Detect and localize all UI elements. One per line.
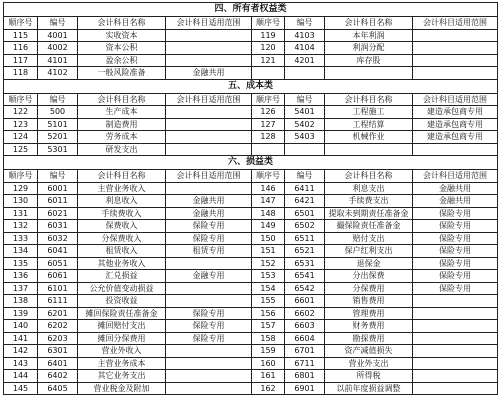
column-header: 会计科目适用范围: [166, 93, 252, 106]
table-cell: 121: [252, 54, 285, 67]
table-cell: 156: [252, 307, 285, 320]
table-cell: 122: [4, 106, 38, 119]
table-cell: 以前年度损益调整: [325, 382, 413, 395]
table-cell: [325, 143, 413, 156]
table-cell: 118: [4, 67, 38, 80]
table-cell: 撮保险责任准备金: [325, 220, 413, 233]
table-cell: 144: [4, 370, 38, 383]
table-cell: 150: [252, 232, 285, 245]
table-cell: 保险专用: [413, 207, 498, 220]
table-cell: 租赁专用: [166, 245, 252, 258]
table-cell: [285, 67, 325, 80]
table-cell: 6203: [38, 332, 78, 345]
table-row: [4, 382, 498, 395]
table-cell: 6401: [38, 357, 78, 370]
table-cell: [166, 295, 252, 308]
table-cell: 137: [4, 282, 38, 295]
table-cell: 6411: [285, 182, 325, 195]
header-row: [4, 17, 498, 30]
table-cell: 146: [252, 182, 285, 195]
table-cell: 一般风险准备: [78, 67, 166, 80]
table-cell: 保险专用: [166, 332, 252, 345]
table-cell: [413, 67, 498, 80]
table-cell: 分出保费: [325, 270, 413, 283]
table-cell: 6501: [285, 207, 325, 220]
table-cell: 6531: [285, 257, 325, 270]
table-cell: 工程结算: [325, 118, 413, 131]
account-table: [3, 2, 498, 395]
table-cell: 6202: [38, 320, 78, 333]
table-cell: [413, 295, 498, 308]
table-cell: 销售费用: [325, 295, 413, 308]
table-cell: [252, 67, 285, 80]
table-row: [4, 118, 498, 131]
table-cell: 租赁收入: [78, 245, 166, 258]
table-cell: 保户红利支出: [325, 245, 413, 258]
table-cell: 6521: [285, 245, 325, 258]
table-cell: 160: [252, 357, 285, 370]
table-cell: 机械作业: [325, 131, 413, 144]
column-header: 顺序号: [252, 170, 285, 183]
table-cell: 金融共用: [166, 207, 252, 220]
table-cell: 利润分配: [325, 42, 413, 55]
table-cell: [166, 29, 252, 42]
table-cell: 6604: [285, 332, 325, 345]
column-header: 会计科目名称: [78, 17, 166, 30]
table-cell: 115: [4, 29, 38, 42]
table-row: [4, 295, 498, 308]
table-cell: 保险专用: [413, 257, 498, 270]
table-cell: 工程施工: [325, 106, 413, 119]
table-cell: 金融共用: [413, 182, 498, 195]
table-row: [4, 67, 498, 80]
table-cell: 劳务成本: [78, 131, 166, 144]
table-cell: 生产成本: [78, 106, 166, 119]
table-cell: 6801: [285, 370, 325, 383]
table-cell: 4201: [285, 54, 325, 67]
table-cell: 138: [4, 295, 38, 308]
table-cell: 财务费用: [325, 320, 413, 333]
table-cell: 158: [252, 332, 285, 345]
table-cell: 126: [252, 106, 285, 119]
table-cell: 134: [4, 245, 38, 258]
column-header: 会计科目适用范围: [413, 93, 498, 106]
table-cell: [413, 345, 498, 358]
table-cell: [166, 345, 252, 358]
column-header: 顺序号: [4, 170, 38, 183]
table-cell: [413, 29, 498, 42]
table-cell: 151: [252, 245, 285, 258]
table-cell: 145: [4, 382, 38, 395]
table-cell: 资产减值损失: [325, 345, 413, 358]
table-cell: 建造承包商专用: [413, 131, 498, 144]
column-header: 编号: [38, 17, 78, 30]
column-header: 会计科目适用范围: [413, 170, 498, 183]
table-cell: 161: [252, 370, 285, 383]
table-row: [4, 182, 498, 195]
table-cell: 157: [252, 320, 285, 333]
section-title: 四、所有者权益类: [4, 3, 498, 17]
table-cell: [166, 131, 252, 144]
column-header: 会计科目适用范围: [166, 170, 252, 183]
table-cell: 6061: [38, 270, 78, 283]
table-cell: 6511: [285, 232, 325, 245]
table-cell: 手续费支出: [325, 195, 413, 208]
section-title: 六、损益类: [4, 156, 498, 170]
table-cell: 保险专用: [413, 232, 498, 245]
table-cell: 136: [4, 270, 38, 283]
table-cell: [325, 67, 413, 80]
table-cell: 手续费收入: [78, 207, 166, 220]
table-cell: 119: [252, 29, 285, 42]
table-row: [4, 54, 498, 67]
table-cell: 营业外收入: [78, 345, 166, 358]
table-cell: 利息收入: [78, 195, 166, 208]
table-cell: 154: [252, 282, 285, 295]
table-cell: 利息支出: [325, 182, 413, 195]
table-cell: 500: [38, 106, 78, 119]
table-cell: [166, 118, 252, 131]
table-cell: 6031: [38, 220, 78, 233]
table-cell: 142: [4, 345, 38, 358]
table-cell: 6201: [38, 307, 78, 320]
table-cell: [166, 370, 252, 383]
table-cell: 6111: [38, 295, 78, 308]
table-cell: [413, 382, 498, 395]
header-row: [4, 170, 498, 183]
table-cell: [166, 257, 252, 270]
table-cell: [413, 320, 498, 333]
table-cell: 公允价值变动损益: [78, 282, 166, 295]
table-cell: 6101: [38, 282, 78, 295]
table-cell: 退保金: [325, 257, 413, 270]
table-cell: 金融共用: [166, 195, 252, 208]
table-row: [4, 370, 498, 383]
column-header: 会计科目名称: [78, 170, 166, 183]
table-cell: 保险专用: [413, 245, 498, 258]
table-cell: 6421: [285, 195, 325, 208]
table-cell: 159: [252, 345, 285, 358]
table-row: [4, 345, 498, 358]
table-row: [4, 131, 498, 144]
table-row: [4, 332, 498, 345]
table-cell: 摊回分保费用: [78, 332, 166, 345]
column-header: 顺序号: [252, 17, 285, 30]
table-cell: 盈余公积: [78, 54, 166, 67]
table-cell: 4001: [38, 29, 78, 42]
table-cell: 6701: [285, 345, 325, 358]
table-cell: 金融专用: [166, 270, 252, 283]
table-cell: 129: [4, 182, 38, 195]
column-header: 会计科目名称: [325, 17, 413, 30]
table-cell: [166, 182, 252, 195]
table-cell: [413, 307, 498, 320]
table-cell: 153: [252, 270, 285, 283]
table-cell: 128: [252, 131, 285, 144]
table-cell: 6051: [38, 257, 78, 270]
table-cell: 建造承包商专用: [413, 118, 498, 131]
table-cell: 6041: [38, 245, 78, 258]
table-cell: 152: [252, 257, 285, 270]
table-cell: 125: [4, 143, 38, 156]
table-cell: 6502: [285, 220, 325, 233]
table-cell: 155: [252, 295, 285, 308]
table-row: [4, 257, 498, 270]
table-row: [4, 232, 498, 245]
table-cell: 4002: [38, 42, 78, 55]
table-cell: [413, 42, 498, 55]
table-cell: 保险专用: [166, 232, 252, 245]
table-cell: 保险专用: [413, 282, 498, 295]
table-cell: 金融共用: [166, 67, 252, 80]
account-table-sheet: [3, 2, 497, 395]
table-cell: 分保费收入: [78, 232, 166, 245]
table-cell: 5101: [38, 118, 78, 131]
table-row: [4, 195, 498, 208]
table-cell: 6032: [38, 232, 78, 245]
table-cell: 6542: [285, 282, 325, 295]
table-cell: 金融共用: [413, 195, 498, 208]
table-cell: 保险专用: [166, 320, 252, 333]
section-title-row: [4, 79, 498, 93]
table-row: [4, 245, 498, 258]
table-cell: 4101: [38, 54, 78, 67]
table-cell: 主营业务收入: [78, 182, 166, 195]
table-cell: 117: [4, 54, 38, 67]
column-header: 会计科目名称: [325, 93, 413, 106]
table-cell: 6001: [38, 182, 78, 195]
table-cell: 131: [4, 207, 38, 220]
table-cell: [252, 143, 285, 156]
column-header: 会计科目名称: [325, 170, 413, 183]
table-cell: 6711: [285, 357, 325, 370]
table-cell: 6402: [38, 370, 78, 383]
table-cell: 141: [4, 332, 38, 345]
table-cell: 5201: [38, 131, 78, 144]
table-cell: 勘探费用: [325, 332, 413, 345]
column-header: 顺序号: [4, 17, 38, 30]
table-cell: 6301: [38, 345, 78, 358]
table-cell: 132: [4, 220, 38, 233]
table-cell: 研发支出: [78, 143, 166, 156]
table-cell: 保费收入: [78, 220, 166, 233]
table-cell: 116: [4, 42, 38, 55]
table-cell: [166, 357, 252, 370]
table-cell: 管理费用: [325, 307, 413, 320]
table-row: [4, 207, 498, 220]
table-cell: [413, 370, 498, 383]
table-cell: 130: [4, 195, 38, 208]
table-cell: 汇兑损益: [78, 270, 166, 283]
table-cell: 提取未到期责任准备金: [325, 207, 413, 220]
table-row: [4, 357, 498, 370]
table-cell: 127: [252, 118, 285, 131]
table-cell: 4103: [285, 29, 325, 42]
account-table-body: [4, 3, 498, 395]
table-cell: 147: [252, 195, 285, 208]
table-row: [4, 320, 498, 333]
table-cell: 6021: [38, 207, 78, 220]
table-cell: 123: [4, 118, 38, 131]
table-cell: [413, 54, 498, 67]
table-cell: [413, 332, 498, 345]
column-header: 顺序号: [252, 93, 285, 106]
column-header: 编号: [285, 17, 325, 30]
table-cell: 保险专用: [166, 307, 252, 320]
table-cell: 162: [252, 382, 285, 395]
column-header: 会计科目适用范围: [413, 17, 498, 30]
column-header: 会计科目适用范围: [166, 17, 252, 30]
table-cell: 制造费用: [78, 118, 166, 131]
table-cell: 保险专用: [166, 220, 252, 233]
table-cell: 6602: [285, 307, 325, 320]
table-cell: 6541: [285, 270, 325, 283]
table-cell: 4104: [285, 42, 325, 55]
table-cell: 140: [4, 320, 38, 333]
table-cell: [166, 42, 252, 55]
header-row: [4, 93, 498, 106]
table-cell: [413, 143, 498, 156]
column-header: 顺序号: [4, 93, 38, 106]
table-cell: 139: [4, 307, 38, 320]
table-row: [4, 282, 498, 295]
table-cell: 6405: [38, 382, 78, 395]
table-cell: 5403: [285, 131, 325, 144]
table-cell: 6011: [38, 195, 78, 208]
table-row: [4, 42, 498, 55]
table-cell: 本年利润: [325, 29, 413, 42]
table-cell: 5401: [285, 106, 325, 119]
table-cell: 所得税: [325, 370, 413, 383]
table-row: [4, 143, 498, 156]
table-cell: [166, 282, 252, 295]
table-cell: 营业税金及附加: [78, 382, 166, 395]
table-cell: 120: [252, 42, 285, 55]
table-row: [4, 270, 498, 283]
table-cell: 5402: [285, 118, 325, 131]
table-cell: 保险专用: [413, 220, 498, 233]
column-header: 编号: [285, 170, 325, 183]
table-cell: 实收资本: [78, 29, 166, 42]
table-cell: 保险专用: [413, 270, 498, 283]
column-header: 编号: [38, 93, 78, 106]
table-cell: 6603: [285, 320, 325, 333]
column-header: 编号: [38, 170, 78, 183]
table-cell: 主营业务成本: [78, 357, 166, 370]
table-cell: 133: [4, 232, 38, 245]
table-cell: 摊回保险责任准备金: [78, 307, 166, 320]
table-cell: 135: [4, 257, 38, 270]
table-cell: 6601: [285, 295, 325, 308]
table-cell: 营业外支出: [325, 357, 413, 370]
table-cell: 149: [252, 220, 285, 233]
section-title-row: [4, 156, 498, 170]
table-cell: 其他业务收入: [78, 257, 166, 270]
table-cell: [285, 143, 325, 156]
table-cell: 143: [4, 357, 38, 370]
table-cell: [166, 143, 252, 156]
table-cell: [166, 382, 252, 395]
table-row: [4, 106, 498, 119]
table-cell: 6901: [285, 382, 325, 395]
table-cell: 建造承包商专用: [413, 106, 498, 119]
table-cell: 投资收益: [78, 295, 166, 308]
table-cell: 4102: [38, 67, 78, 80]
table-cell: [413, 357, 498, 370]
table-cell: 148: [252, 207, 285, 220]
column-header: 会计科目名称: [78, 93, 166, 106]
table-row: [4, 29, 498, 42]
table-cell: 分保费用: [325, 282, 413, 295]
table-cell: [166, 54, 252, 67]
table-cell: 5301: [38, 143, 78, 156]
table-cell: 资本公积: [78, 42, 166, 55]
table-cell: 124: [4, 131, 38, 144]
table-cell: 摊回赔付支出: [78, 320, 166, 333]
table-row: [4, 307, 498, 320]
table-cell: 其它业务支出: [78, 370, 166, 383]
section-title: 五、成本类: [4, 79, 498, 93]
column-header: 编号: [285, 93, 325, 106]
table-row: [4, 220, 498, 233]
section-title-row: [4, 3, 498, 17]
table-cell: 赔付支出: [325, 232, 413, 245]
table-cell: [166, 106, 252, 119]
table-cell: 库存股: [325, 54, 413, 67]
